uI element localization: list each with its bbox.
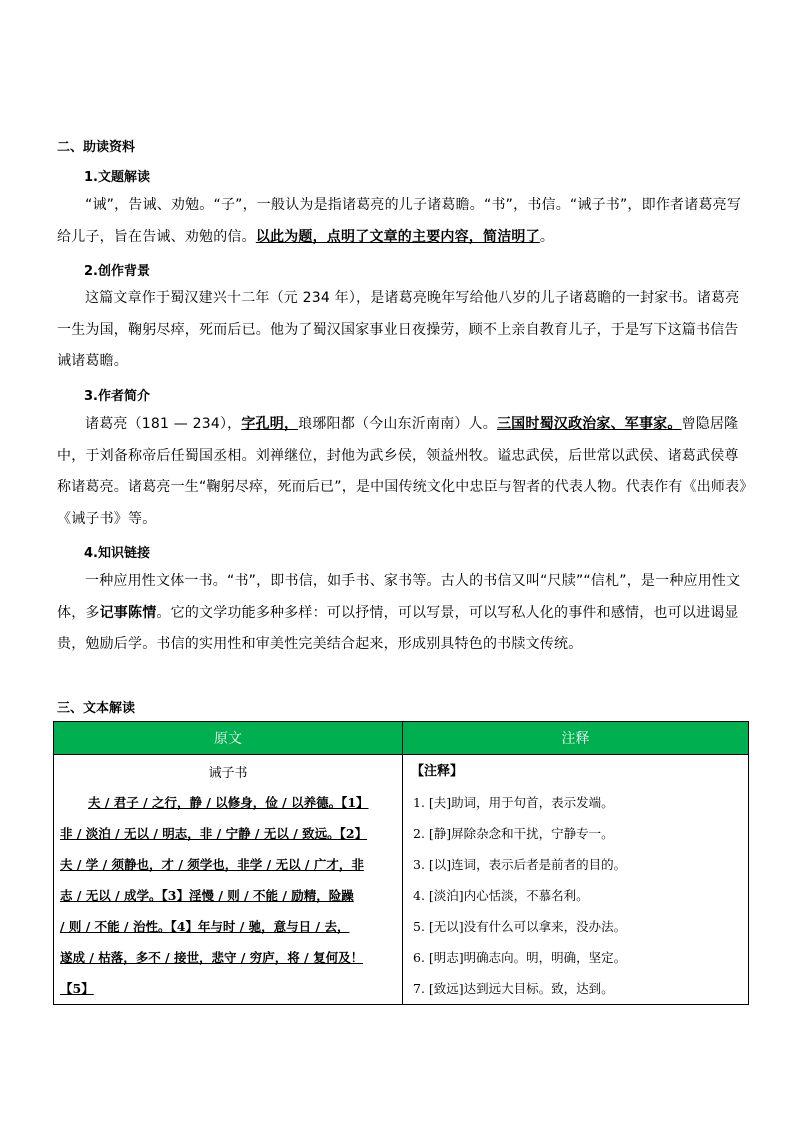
original-line: / 则 / 不能 / 治性。【4】年与时 / 驰，意与日 / 去，	[60, 919, 350, 934]
subsection-title-title-interpretation: 1.文题解读	[84, 170, 150, 185]
section-2-title: 二、助读资料	[57, 140, 136, 155]
table-row	[54, 755, 749, 1005]
text-interpretation-table	[53, 721, 749, 1005]
paragraph-text: 曾隐居隆中，于刘备称帝后任蜀国丞相。刘禅继位，封他为武乡侯，领益州牧。谥忠武侯，后世常以武侯、诸葛武侯尊称诸葛亮。诸葛亮一生“鞠躬尽瘁，死而后已”，是中国传统文化中忠臣与智者的代表人物。代表作有《出师表》《诫子书》等。	[57, 416, 747, 527]
note-item: 6. [明志]明确志向。明，明确，坚定。	[413, 950, 627, 965]
original-line: 志 / 无以 / 成学。【3】淫慢 / 则 / 不能 / 励精，险躁	[60, 888, 354, 903]
note-item: 2. [静]屏除杂念和干扰，宁静专一。	[413, 826, 614, 841]
section-3-title: 三、文本解读	[57, 701, 136, 716]
table-header-row	[54, 722, 749, 755]
subsection-title-author: 3.作者简介	[84, 389, 150, 404]
original-line: 【5】	[60, 981, 94, 996]
note-item: 3. [以]连词，表示后者是前者的目的。	[413, 857, 627, 872]
original-title: 诫子书	[208, 766, 248, 781]
original-line: 夫 / 君子 / 之行，静 / 以修身，俭 / 以养德。【1】	[88, 795, 369, 810]
original-line: 夫 / 学 / 须静也，才 / 须学也，非学 / 无以 / 广才，非	[60, 857, 364, 872]
note-item: 5. [无以]没有什么可以拿来，没办法。	[413, 919, 627, 934]
original-column-header: 原文	[54, 722, 403, 755]
paragraph-title-interpretation	[57, 190, 747, 253]
original-line: 非 / 淡泊 / 无以 / 明志，非 / 宁静 / 无以 / 致远。【2】	[60, 826, 368, 841]
original-text-cell	[54, 755, 403, 1005]
paragraph-text: 。它的文学功能多种多样：可以抒情，可以写景，可以写私人化的事件和感情，也可以进谒显贵，勉励后学。书信的实用性和审美性完美结合起来，形成别具特色的书牍文传统。	[57, 604, 739, 652]
key-point-highlight: 以此为题，点明了文章的主要内容，简洁明了	[255, 228, 540, 245]
paragraph-text: 。	[539, 228, 555, 245]
paragraph-knowledge-link	[57, 566, 747, 661]
key-point-bold: 记事陈情	[99, 604, 157, 621]
key-point-highlight: 三国时蜀汉政治家、军事家。	[496, 416, 682, 432]
subsection-title-background: 2.创作背景	[84, 264, 150, 279]
notes-column-header: 注释	[403, 722, 749, 755]
paragraph-text: 琅琊阳都（今山东沂南南）人。	[298, 416, 497, 432]
paragraph-background: 这篇文章作于蜀汉建兴十二年（元 234 年），是诸葛亮晚年写给他八岁的儿子诸葛瞻的一封家书。诸葛亮一生为国，鞠躬尽瘁，死而后已。他为了蜀汉国家事业日夜操劳，顾不上亲自教育儿子，于是写下这篇书信告诫诸葛瞻。	[57, 290, 740, 369]
note-item: 4. [淡泊]内心恬淡，不慕名利。	[413, 888, 589, 903]
note-item: 1. [夫]助词，用于句首，表示发端。	[413, 795, 614, 810]
paragraph-text: “诫”，告诫、劝勉。“子”，一般认为是指诸葛亮的儿子诸葛瞻。“书”，书信。“诫子书”，即作者诸葛亮写给儿子，旨在告诫、劝勉的信。	[57, 197, 742, 245]
subsection-title-knowledge-link: 4.知识链接	[84, 546, 150, 561]
key-point-highlight: 字孔明，	[241, 416, 299, 432]
original-line: 遂成 / 枯落，多不 / 接世，悲守 / 穷庐，将 / 复何及！	[60, 950, 364, 965]
paragraph-text: 诸葛亮（181 — 234），	[85, 416, 242, 432]
notes-heading: 【注释】	[411, 764, 464, 779]
paragraph-text: 一种应用性文体一书。“书”，即书信，如手书、家书等。古人的书信又叫“尺牍”“信札”，是一种应用性文体，多	[57, 573, 741, 621]
notes-cell	[403, 755, 749, 1005]
note-item: 7. [致远]达到远大目标。致，达到。	[413, 981, 614, 996]
paragraph-author	[57, 409, 747, 535]
